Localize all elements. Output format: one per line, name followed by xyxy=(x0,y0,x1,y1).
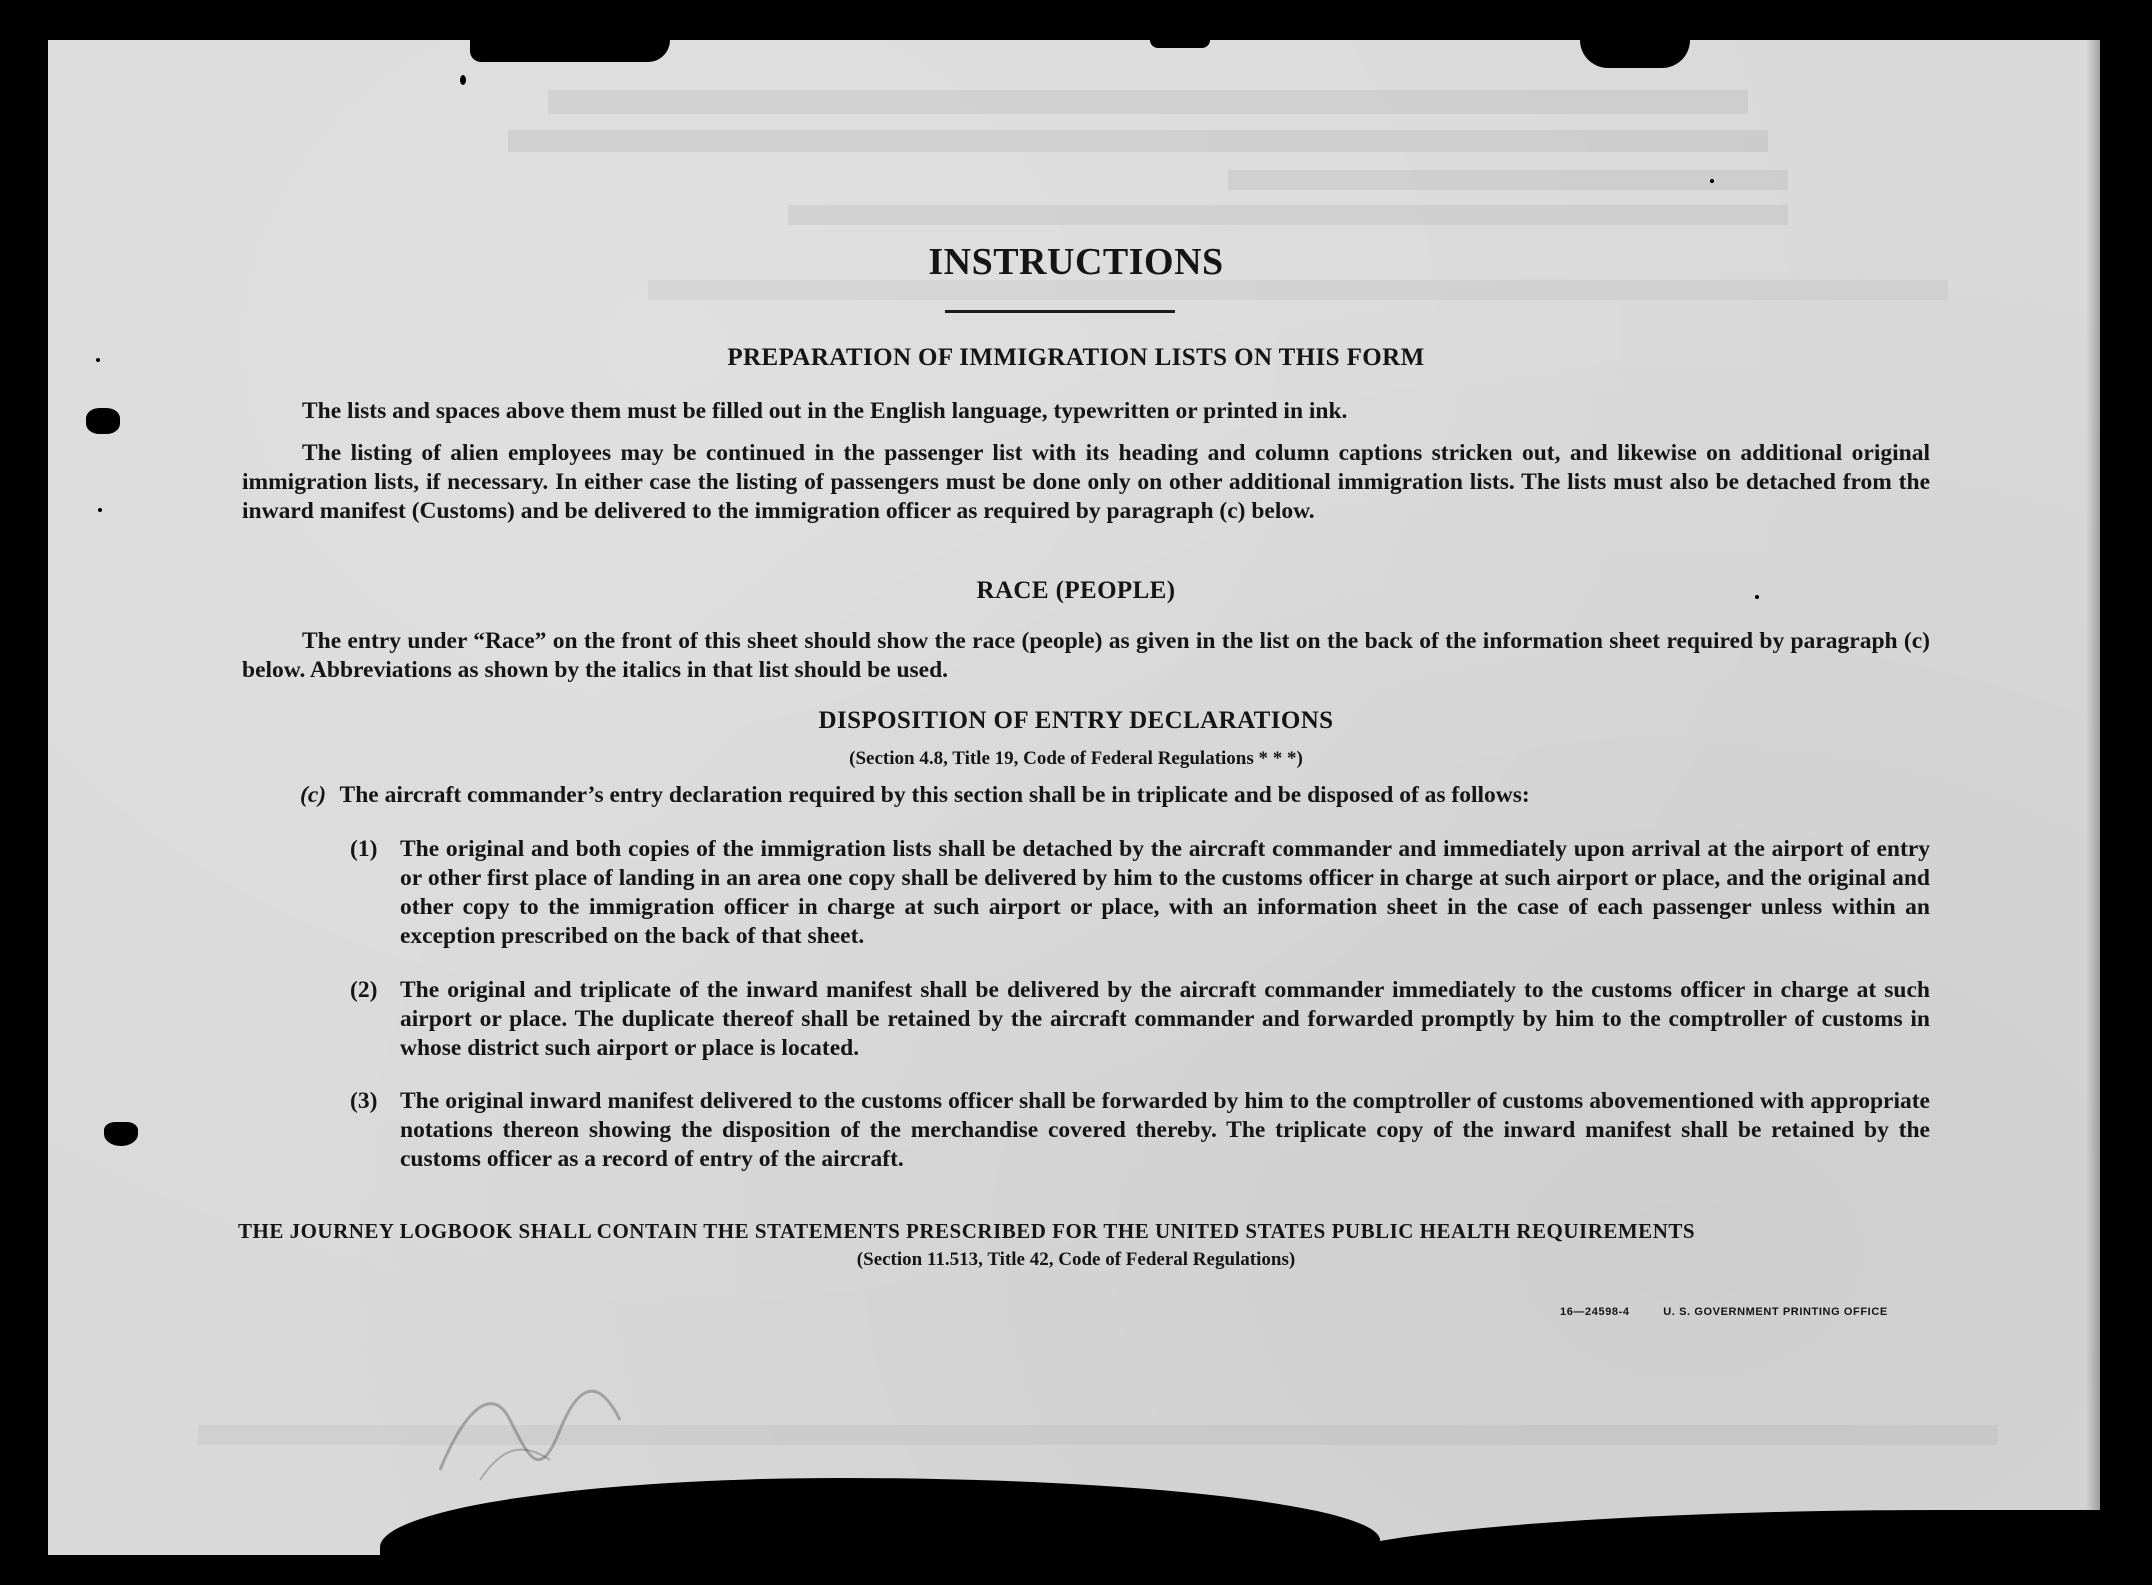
torn-edge xyxy=(1150,40,1210,48)
item-number: (1) xyxy=(350,836,378,862)
footer-citation: (Section 11.513, Title 42, Code of Federal Regulations) xyxy=(856,1249,1296,1270)
item-number: (2) xyxy=(350,977,378,1003)
printer-name: U. S. GOVERNMENT PRINTING OFFICE xyxy=(1663,1306,1888,1318)
show-through-ghost xyxy=(788,205,1788,225)
speck xyxy=(460,75,466,85)
heading-race: RACE (PEOPLE) xyxy=(976,577,1176,604)
printer-imprint xyxy=(1560,1306,1918,1318)
show-through-ghost xyxy=(548,90,1748,114)
intro-label: (c) xyxy=(300,782,327,808)
heading-preparation: PREPARATION OF IMMIGRATION LISTS ON THIS FORM xyxy=(727,344,1425,371)
item-text: The original and triplicate of the inward manifest shall be delivered by the aircraft commander immediately to the customs officer in charge at such airport or place. The duplicate thereof shall be retained by the aircraft commander and forwarded promptly by him to the comptroller of customs in whose district such airport or place is located. xyxy=(400,977,1930,1061)
paragraph-preparation-2: The listing of alien employees may be continued in the passenger list with its heading and column captions stricken out, and likewise on additional original immigration lists, if necessary. In either case the listing of passengers must be done only on other additional immigration lists. The lists must also be detached from the inward manifest (Customs) and be delivered to the immigration officer as required by paragraph (c) below. xyxy=(242,440,1930,524)
speck xyxy=(98,508,102,512)
form-number: 16—24598-4 xyxy=(1560,1306,1630,1318)
torn-edge xyxy=(1580,40,1690,68)
item-number: (3) xyxy=(350,1088,378,1114)
punch-hole xyxy=(86,408,120,434)
speck xyxy=(1710,179,1714,183)
footer-statement: THE JOURNEY LOGBOOK SHALL CONTAIN THE STATEMENTS PRESCRIBED FOR THE UNITED STATES PUBLIC HEALTH REQUIREMENTS xyxy=(238,1219,1696,1243)
paragraph-preparation-1: The lists and spaces above them must be filled out in the English language, typewritten or printed in ink. xyxy=(302,398,1348,424)
page-title: INSTRUCTIONS xyxy=(928,241,1224,283)
item-text: The original and both copies of the immigration lists shall be detached by the aircraft commander and immediately upon arrival at the airport of entry or other first place of landing in an area one copy shall be delivered by him to the customs officer in charge at such airport or place, and the original and other copy to the immigration officer in charge at such airport or place, with an information sheet in the case of each passenger unless within an exception prescribed on the back of that sheet. xyxy=(400,836,1930,949)
torn-edge xyxy=(470,40,670,62)
paragraph-race: The entry under “Race” on the front of this sheet should show the race (people) as given in the list on the back of the information sheet required by paragraph (c) below. Abbreviations as shown by the italics in that list should be used. xyxy=(242,628,1930,683)
punch-hole xyxy=(104,1122,138,1146)
disposition-item-3 xyxy=(350,1087,1930,1174)
pencil-scrawl xyxy=(420,1360,640,1490)
disposition-citation: (Section 4.8, Title 19, Code of Federal Regulations * * *) xyxy=(849,748,1303,769)
disposition-item-2 xyxy=(350,976,1930,1063)
disposition-item-1 xyxy=(350,835,1930,951)
show-through-ghost xyxy=(508,130,1768,152)
title-underline xyxy=(945,310,1175,313)
heading-disposition: DISPOSITION OF ENTRY DECLARATIONS xyxy=(818,707,1334,734)
disposition-intro xyxy=(300,781,1930,810)
intro-text: The aircraft commander’s entry declaration required by this section shall be in triplicate and be disposed of as follows: xyxy=(339,782,1530,808)
item-text: The original inward manifest delivered to the customs officer shall be forwarded by him to the comptroller of customs abovementioned with appropriate notations thereon showing the disposition of the merchandise covered thereby. The triplicate copy of the inward manifest shall be retained by the customs officer as a record of entry of the aircraft. xyxy=(400,1088,1930,1172)
show-through-ghost xyxy=(1228,170,1788,190)
